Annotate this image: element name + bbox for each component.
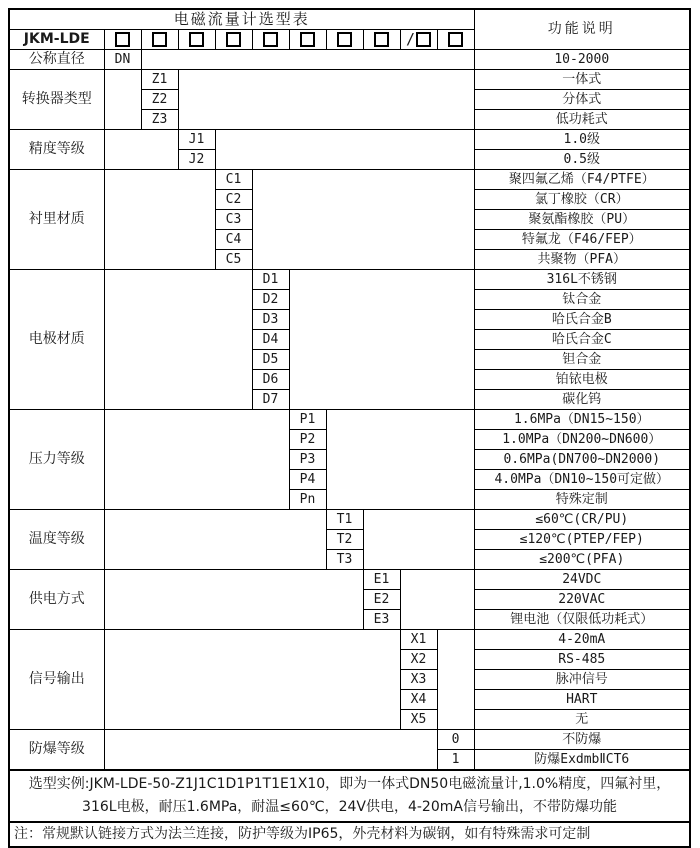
empty-cell (104, 730, 437, 771)
desc-cell-dn: 10-2000 (474, 50, 690, 70)
code-cell-t2: T2 (326, 530, 363, 550)
empty-cell (363, 510, 474, 570)
desc-cell-z3: 低功耗式 (474, 110, 690, 130)
code-cell-e1: E1 (363, 570, 400, 590)
code-cell-d1: D1 (252, 270, 289, 290)
code-cell-d2: D2 (252, 290, 289, 310)
desc-cell-d6: 铂铱电极 (474, 370, 690, 390)
code-cell-e3: E3 (363, 610, 400, 630)
desc-cell-d1: 316L不锈钢 (474, 270, 690, 290)
desc-cell-c4: 特氟龙（F46/FEP） (474, 230, 690, 250)
code-cell-pn: Pn (289, 490, 326, 510)
desc-cell-e3: 锂电池（仅限低功耗式） (474, 610, 690, 630)
group-label-electrode-material: 电极材质 (9, 270, 104, 410)
checkbox-icon (448, 32, 463, 47)
code-cell-z2: Z2 (141, 90, 178, 110)
code-checkbox-10[interactable] (437, 30, 474, 50)
code-cell-x3: X3 (400, 670, 437, 690)
desc-cell-d5: 钽合金 (474, 350, 690, 370)
empty-cell (104, 410, 289, 510)
desc-cell-p1: 1.6MPa（DN15~150） (474, 410, 690, 430)
footnote: 注：常规默认链接方式为法兰连接，防护等级为IP65，外壳材料为碳钢，如有特殊需求可定制 (9, 822, 690, 847)
group-label-pressure-rating: 压力等级 (9, 410, 104, 510)
code-cell-p4: P4 (289, 470, 326, 490)
desc-cell-p4: 4.0MPa（DN10~150可定做） (474, 470, 690, 490)
code-cell-z3: Z3 (141, 110, 178, 130)
group-label-signal-output: 信号输出 (9, 630, 104, 730)
desc-cell-fb0: 不防爆 (474, 730, 690, 750)
group-label-converter-type: 转换器类型 (9, 70, 104, 130)
code-cell-d5: D5 (252, 350, 289, 370)
desc-cell-x1: 4-20mA (474, 630, 690, 650)
desc-cell-t3: ≤200℃(PFA) (474, 550, 690, 570)
code-cell-t1: T1 (326, 510, 363, 530)
selection-table (8, 8, 691, 848)
code-cell-x4: X4 (400, 690, 437, 710)
code-cell-t3: T3 (326, 550, 363, 570)
desc-cell-pn: 特殊定制 (474, 490, 690, 510)
empty-cell (326, 410, 474, 510)
empty-cell (104, 630, 400, 730)
desc-cell-x2: RS-485 (474, 650, 690, 670)
code-cell-d4: D4 (252, 330, 289, 350)
empty-cell (400, 570, 474, 630)
empty-cell (104, 170, 215, 270)
checkbox-icon (152, 32, 167, 47)
checkbox-icon (416, 32, 431, 47)
code-checkbox-5[interactable] (252, 30, 289, 50)
checkbox-icon (226, 32, 241, 47)
code-checkbox-2[interactable] (141, 30, 178, 50)
empty-cell (104, 70, 141, 130)
checkbox-icon (263, 32, 278, 47)
desc-cell-c5: 共聚物（PFA） (474, 250, 690, 270)
desc-cell-x4: HART (474, 690, 690, 710)
code-cell-c4: C4 (215, 230, 252, 250)
group-label-nominal-diameter: 公称直径 (9, 50, 104, 70)
code-cell-j1: J1 (178, 130, 215, 150)
desc-cell-z1: 一体式 (474, 70, 690, 90)
checkbox-icon (374, 32, 389, 47)
model-prefix: JKM-LDE (9, 30, 104, 50)
code-checkbox-3[interactable] (178, 30, 215, 50)
desc-cell-x5: 无 (474, 710, 690, 730)
desc-cell-d7: 碳化钨 (474, 390, 690, 410)
group-label-power-supply: 供电方式 (9, 570, 104, 630)
code-checkbox-6[interactable] (289, 30, 326, 50)
code-checkbox-1[interactable] (104, 30, 141, 50)
desc-cell-j2: 0.5级 (474, 150, 690, 170)
empty-cell (178, 70, 474, 130)
code-cell-d6: D6 (252, 370, 289, 390)
empty-cell (104, 130, 178, 170)
code-cell-c3: C3 (215, 210, 252, 230)
group-label-explosion-proof-class: 防爆等级 (9, 730, 104, 771)
desc-cell-p3: 0.6MPa(DN700~DN2000) (474, 450, 690, 470)
code-cell-fb0: 0 (437, 730, 474, 750)
desc-cell-c1: 聚四氟乙烯（F4/PTFE） (474, 170, 690, 190)
code-checkbox-7[interactable] (326, 30, 363, 50)
code-cell-d7: D7 (252, 390, 289, 410)
example-line-1: 选型实例:JKM-LDE-50-Z1J1C1D1P1T1E1X10，即为一体式DN50电磁流量计,1.0%精度，四氟衬里， (28, 776, 671, 792)
group-label-lining-material: 衬里材质 (9, 170, 104, 270)
slash-separator: / (405, 30, 416, 48)
empty-cell (252, 170, 474, 270)
desc-cell-t2: ≤120℃(PTEP/FEP) (474, 530, 690, 550)
code-checkbox-9[interactable] (400, 30, 437, 50)
empty-cell (104, 510, 326, 570)
desc-cell-x3: 脉冲信号 (474, 670, 690, 690)
desc-cell-e1: 24VDC (474, 570, 690, 590)
checkbox-icon (115, 32, 130, 47)
empty-cell (215, 130, 474, 170)
code-cell-x1: X1 (400, 630, 437, 650)
desc-cell-d2: 钛合金 (474, 290, 690, 310)
empty-cell (104, 570, 363, 630)
code-cell-dn: DN (104, 50, 141, 70)
desc-cell-e2: 220VAC (474, 590, 690, 610)
selection-example (9, 770, 690, 822)
desc-cell-c2: 氯丁橡胶（CR） (474, 190, 690, 210)
code-cell-j2: J2 (178, 150, 215, 170)
code-cell-x5: X5 (400, 710, 437, 730)
code-checkbox-8[interactable] (363, 30, 400, 50)
code-cell-d3: D3 (252, 310, 289, 330)
function-column-header: 功能说明 (474, 9, 690, 50)
empty-cell (104, 270, 252, 410)
code-cell-p3: P3 (289, 450, 326, 470)
code-cell-e2: E2 (363, 590, 400, 610)
empty-cell (141, 50, 474, 70)
code-cell-fb1: 1 (437, 750, 474, 771)
code-cell-c5: C5 (215, 250, 252, 270)
code-cell-c1: C1 (215, 170, 252, 190)
example-line-2: 316L电极，耐压1.6MPa，耐温≤60℃，24V供电，4-20mA信号输出，不带防爆功能 (82, 799, 617, 815)
code-cell-p2: P2 (289, 430, 326, 450)
checkbox-icon (300, 32, 315, 47)
code-cell-x2: X2 (400, 650, 437, 670)
table-title: 电磁流量计选型表 (9, 9, 474, 30)
desc-cell-z2: 分体式 (474, 90, 690, 110)
desc-cell-t1: ≤60℃(CR/PU) (474, 510, 690, 530)
desc-cell-fb1: 防爆ExdmbⅡCT6 (474, 750, 690, 771)
desc-cell-d4: 哈氏合金C (474, 330, 690, 350)
desc-cell-p2: 1.0MPa（DN200~DN600） (474, 430, 690, 450)
desc-cell-d3: 哈氏合金B (474, 310, 690, 330)
checkbox-icon (337, 32, 352, 47)
code-cell-z1: Z1 (141, 70, 178, 90)
desc-cell-j1: 1.0级 (474, 130, 690, 150)
checkbox-icon (189, 32, 204, 47)
empty-cell (437, 630, 474, 730)
code-cell-p1: P1 (289, 410, 326, 430)
code-cell-c2: C2 (215, 190, 252, 210)
group-label-accuracy-class: 精度等级 (9, 130, 104, 170)
empty-cell (289, 270, 474, 410)
group-label-temperature-class: 温度等级 (9, 510, 104, 570)
desc-cell-c3: 聚氨酯橡胶（PU） (474, 210, 690, 230)
code-checkbox-4[interactable] (215, 30, 252, 50)
